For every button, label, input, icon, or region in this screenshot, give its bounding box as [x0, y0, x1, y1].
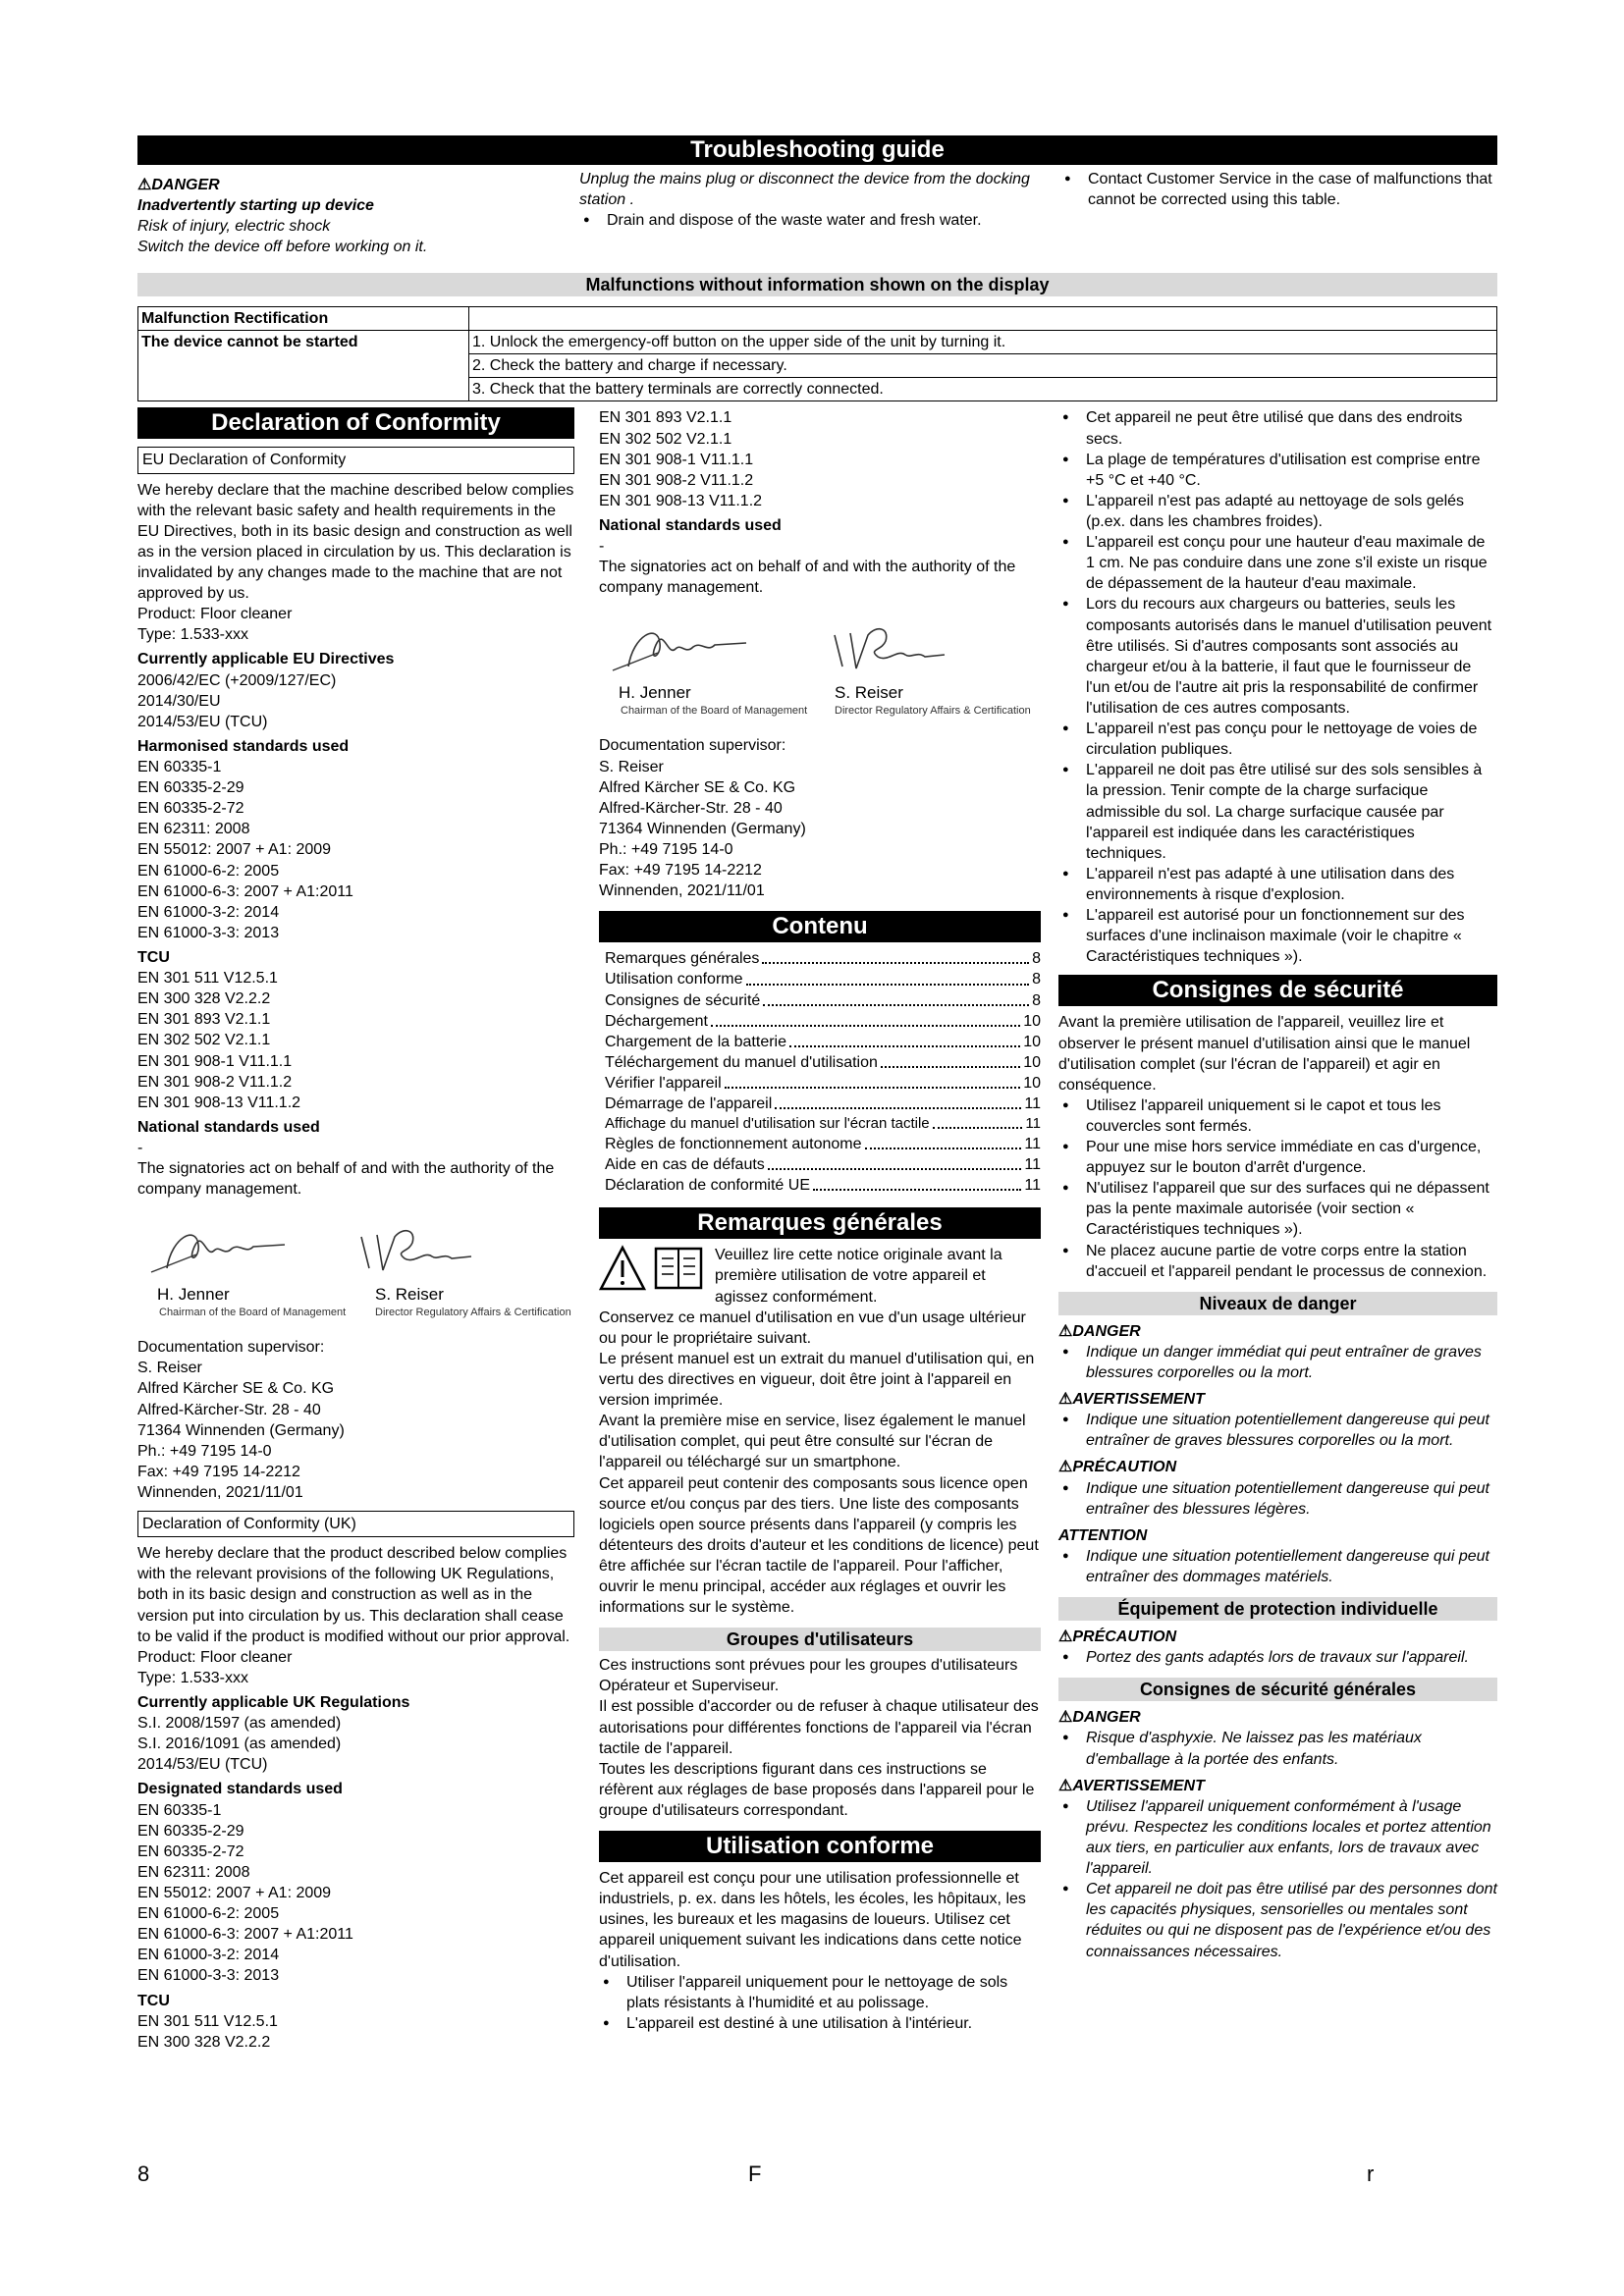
standard: EN 61000-3-3: 2013 [137, 1967, 280, 1985]
supervisor-line: Alfred Kärcher SE & Co. KG [599, 778, 796, 796]
niveaux-title: Niveaux de danger [1058, 1292, 1497, 1315]
generales-title: Consignes de sécurité générales [1058, 1678, 1497, 1701]
warning-read-manual-icon [599, 1245, 709, 1292]
toc-entry[interactable]: Remarques générales 8 [605, 950, 1041, 968]
utilisation-text: Cet appareil est conçu pour une utilisation professionnelle et industriels, p. ex. dans les hôtels, les écoles, les hôpitaux, les usines, les bureaux et les magasins de loueurs. Utilisez cet appareil uniquement suivant les indications dans cette notice d'utilisation. [599, 1870, 1026, 1970]
page [137, 135, 1497, 2051]
supervisor-line: Fax: +49 7195 14-2212 [599, 862, 762, 880]
usage-bullet: ● L'appareil n'est pas adapté à une utilisation dans des environnements à risque d'explosion. [1058, 864, 1497, 905]
standard: EN 61000-6-3: 2007 + A1:2011 [137, 882, 353, 900]
supervisor-line: Ph.: +49 7195 14-0 [599, 840, 733, 858]
standard: EN 55012: 2007 + A1: 2009 [137, 841, 332, 859]
usage-bullet: ● L'appareil est conçu pour une hauteur d'eau maximale de 1 cm. Ne pas conduire dans une zone s'il existe un risque de dépassement de la hauteur d'eau maximale. [1058, 532, 1497, 594]
supervisor-line: Alfred-Kärcher-Str. 28 - 40 [599, 799, 783, 817]
danger-label: DANGER [151, 177, 220, 193]
national-heading: National standards used [599, 516, 782, 534]
column-3 [1058, 407, 1497, 1961]
generales-avert-item: ● Utilisez l'appareil uniquement conformément à l'usage prévu. Respectez les conditions locales et portez attention aux tiers, en particulier aux enfants, lors de travaux avec l'appareil. [1058, 1796, 1497, 1879]
supervisor-line: Alfred Kärcher SE & Co. KG [137, 1380, 335, 1398]
column-1 [137, 407, 574, 2052]
supervisor-line: Documentation supervisor: [599, 737, 786, 755]
tcu-standard: EN 300 328 V2.2.2 [137, 990, 271, 1008]
toc-entry[interactable]: Vérifier l'appareil 10 [605, 1074, 1041, 1092]
uk-declaration-text: We hereby declare that the product described below complies with the relevant provisions of the following UK Regulations, both in its basic design and construction as well as in the version put into circulation by us. This declaration shall cease to be valid if the product is modified without our prior approval. [137, 1545, 570, 1645]
avertissement-label: AVERTISSEMENT [1072, 1391, 1205, 1409]
toc-entry[interactable]: Démarrage de l'appareil 11 [605, 1095, 1041, 1113]
tcu-standard: EN 301 908-2 V11.1.2 [137, 1073, 293, 1091]
consignes-bullet: ● N'utilisez l'appareil que sur des surfaces qui ne dépassent pas la pente maximale autorisée (voir section « Caractéristiques techniques »). [1058, 1178, 1497, 1240]
epi-title: Équipement de protection individuelle [1058, 1597, 1497, 1621]
tcu-standard: EN 300 328 V2.2.2 [137, 2033, 271, 2051]
signatures [599, 606, 1041, 731]
supervisor-line: Alfred-Kärcher-Str. 28 - 40 [137, 1401, 321, 1418]
standard: EN 55012: 2007 + A1: 2009 [137, 1885, 332, 1901]
standard: EN 61000-3-2: 2014 [137, 1947, 280, 1964]
precaution-label: PRÉCAUTION [1072, 1459, 1177, 1476]
signer-2-name: S. Reiser [835, 683, 903, 703]
tcu-heading: TCU [137, 1992, 170, 2009]
tcu-standard: EN 301 908-13 V11.1.2 [137, 1094, 301, 1111]
designated-heading: Designated standards used [137, 1781, 343, 1798]
eu-directives-heading: Currently applicable EU Directives [137, 651, 395, 668]
danger-text: ● Indique un danger immédiat qui peut entraîner de graves blessures corporelles ou la mort. [1058, 1342, 1497, 1383]
utilisation-bullet: ● L'appareil est destiné à une utilisation à l'intérieur. [599, 2013, 1041, 2034]
uk-regulations-heading: Currently applicable UK Regulations [137, 1694, 410, 1712]
utilisation-bullet: ● Utiliser l'appareil uniquement pour le nettoyage de sols plats résistants à l'humidité et au polissage. [599, 1972, 1041, 2013]
toc-entry[interactable]: Règles de fonctionnement autonome 11 [605, 1135, 1041, 1152]
malfunction-col-header: Malfunction Rectification [138, 307, 469, 331]
table-of-contents [599, 948, 1041, 1196]
troubleshooting-title: Troubleshooting guide [137, 135, 1497, 165]
handwritten-signatures [137, 1207, 574, 1286]
precaution-label: PRÉCAUTION [1072, 1629, 1177, 1646]
tcu-standard: EN 301 511 V12.5.1 [137, 970, 278, 988]
rectification-steps: 1. Unlock the emergency-off button on the upper side of the unit by turning it. 2. Check the battery and charge if necessary. 3. Check that the battery terminals are correctly connected. [469, 331, 1497, 401]
usage-bullet: ● L'appareil est autorisé pour un fonctionnement sur des surfaces d'une inclinaison maximale (voir le chapitre « Caractéristiques techniques »). [1058, 905, 1497, 967]
warning-triangle-icon: ⚠ [1058, 1391, 1073, 1409]
tcu-standard: EN 301 908-2 V11.1.2 [599, 471, 754, 489]
signer-1-role: Chairman of the Board of Management [159, 1307, 347, 1319]
drain-bullet: ● Drain and dispose of the waste water and fresh water. [579, 210, 1041, 231]
tcu-standard: EN 301 908-1 V11.1.1 [137, 1052, 293, 1070]
tcu-standard: EN 301 908-1 V11.1.1 [599, 451, 754, 468]
toc-entry[interactable]: Téléchargement du manuel d'utilisation 10 [605, 1053, 1041, 1071]
eu-directive: 2014/30/EU [137, 692, 221, 710]
danger-line-2: Switch the device off before working on it. [137, 239, 428, 256]
generales-danger-text: ● Risque d'asphyxie. Ne laissez pas les matériaux d'emballage à la portée des enfants. [1058, 1728, 1497, 1769]
standard: EN 60335-1 [137, 758, 222, 775]
consignes-bullet: ● Pour une mise hors service immédiate en cas d'urgence, appuyez sur le bouton d'arrêt d'urgence. [1058, 1137, 1497, 1178]
remarques-para: Cet appareil peut contenir des composants sous licence open source et/ou conçus par des tiers. Une liste des composants logiciels open source présents dans l'appareil (y compris les détenteurs des droits d'auteur et les conditions de licence) peut être affichée sur l'écran tactile de l'appareil. Pour l'afficher, ouvrir le menu principal, accéder aux réglages et ouvrir les informations sur le système. [599, 1474, 1039, 1617]
usage-bullet: ● La plage de températures d'utilisation est comprise entre +5 °C et +40 °C. [1058, 450, 1497, 491]
toc-entry[interactable]: Chargement de la batterie 10 [605, 1033, 1041, 1050]
usage-bullet: ● Lors du recours aux chargeurs ou batteries, seuls les composants autorisés dans le manuel d'utilisation peuvent être utilisés. Si d'autres composants sont associés au chargeur et/ou à la batterie, il faut que le fournisseur de l'un et/ou de l'autre ait pris la responsabilité de confirmer l'utilisation de ces autres composants. [1058, 594, 1497, 719]
tcu-heading: TCU [137, 948, 170, 966]
standard: EN 60335-1 [137, 1801, 222, 1819]
standard: EN 60335-2-72 [137, 1842, 244, 1860]
groupes-para: Toutes les descriptions figurant dans ces instructions se réfèrent aux réglages de base proposés dans l'appareil pour le groupe d'utilisateurs correspondant. [599, 1760, 1035, 1820]
usage-bullet: ● Cet appareil ne peut être utilisé que dans des endroits secs. [1058, 407, 1497, 449]
uk-regulation: 2014/53/EU (TCU) [137, 1756, 268, 1774]
malfunction-row-label: The device cannot be started [138, 331, 469, 401]
contenu-title: Contenu [599, 911, 1041, 942]
generales-avert-item: ● Cet appareil ne doit pas être utilisé par des personnes dont les capacités physiques, sensorielles ou mentales sont réduites ou qui ne disposent pas de l'expérience et/ou des connaissances nécessaires. [1058, 1879, 1497, 1961]
utilisation-title: Utilisation conforme [599, 1831, 1041, 1862]
standard: EN 61000-3-3: 2013 [137, 924, 280, 941]
eu-directive: 2006/42/EC (+2009/127/EC) [137, 671, 337, 689]
standard: EN 60335-2-29 [137, 779, 244, 797]
signer-1-role: Chairman of the Board of Management [621, 705, 808, 718]
groupes-para: Il est possible d'accorder ou de refuser à chaque utilisateur des autorisations pour différentes fonctions de l'appareil via l'écran tactile de l'appareil. [599, 1698, 1039, 1757]
signer-2-role: Director Regulatory Affairs & Certification [375, 1307, 571, 1319]
tcu-standard: EN 301 511 V12.5.1 [137, 2012, 278, 2030]
tcu-standard: EN 301 893 V2.1.1 [599, 409, 732, 427]
usage-bullet: ● L'appareil n'est pas adapté au nettoyage de sols gelés (p.ex. dans les chambres froides). [1058, 491, 1497, 532]
supervisor-line: S. Reiser [599, 758, 664, 775]
tcu-standard: EN 301 908-13 V11.1.2 [599, 492, 763, 509]
supervisor-line: 71364 Winnenden (Germany) [137, 1421, 345, 1439]
toc-entry[interactable]: Affichage du manuel d'utilisation sur l'écran tactile 11 [605, 1115, 1041, 1133]
eu-declaration-header: EU Declaration of Conformity [137, 447, 574, 473]
handwritten-signatures [599, 606, 1041, 684]
malfunctions-table [137, 306, 1497, 401]
standard: EN 60335-2-72 [137, 800, 244, 818]
warning-triangle-icon: ⚠ [137, 177, 152, 193]
signer-1-name: H. Jenner [619, 683, 691, 703]
standard: EN 61000-3-2: 2014 [137, 903, 280, 921]
remarques-para: Conservez ce manuel d'utilisation en vue d'un usage ultérieur ou pour le propriétaire suivant. [599, 1308, 1026, 1347]
danger-label: DANGER [1072, 1709, 1141, 1727]
unplug-text: Unplug the mains plug or disconnect the device from the docking station . [579, 171, 1030, 209]
national-heading: National standards used [137, 1118, 320, 1136]
signer-2-name: S. Reiser [375, 1285, 444, 1305]
eu-declaration-text: We hereby declare that the machine described below complies with the relevant basic safety and health requirements in the EU Directives, both in its basic design and construction as well as in the version placed in circulation by us. This declaration is invalidated by any changes made to the machine that are not approved by us. [137, 481, 574, 603]
epi-text: ● Portez des gants adaptés lors de travaux sur l'appareil. [1058, 1647, 1497, 1668]
signer-2-role: Director Regulatory Affairs & Certification [835, 705, 1031, 718]
tcu-standard: EN 302 502 V2.1.1 [599, 430, 732, 448]
product: Product: Floor cleaner [137, 606, 293, 623]
toc-entry[interactable]: Consignes de sécurité 8 [605, 991, 1041, 1009]
signatories-text: The signatories act on behalf of and with the authority of the company management. [137, 1160, 555, 1199]
supervisor-line: Documentation supervisor: [137, 1339, 325, 1357]
attention-label: ATTENTION [1058, 1526, 1148, 1544]
standard: EN 61000-6-3: 2007 + A1:2011 [137, 1926, 353, 1944]
supervisor-line: 71364 Winnenden (Germany) [599, 820, 806, 837]
signatories-text: The signatories act on behalf of and with the authority of the company management. [599, 559, 1016, 597]
warning-triangle-icon: ⚠ [1058, 1322, 1073, 1340]
consignes-intro: Avant la première utilisation de l'appareil, veuillez lire et observer le présent manuel d'utilisation ainsi que le manuel d'utilisation complet (sur l'écran de l'appareil) et agir en conséquence. [1058, 1014, 1471, 1094]
type: Type: 1.533-xxx [137, 626, 248, 644]
signer-1-name: H. Jenner [157, 1285, 230, 1305]
type: Type: 1.533-xxx [137, 1669, 248, 1686]
dash: - [599, 538, 605, 556]
toc-entry[interactable]: Utilisation conforme 8 [605, 971, 1041, 988]
warning-triangle-icon: ⚠ [1058, 1777, 1073, 1794]
standard: EN 60335-2-29 [137, 1822, 244, 1840]
danger-top-row [137, 165, 1497, 273]
toc-entry[interactable]: Aide en cas de défauts 11 [605, 1156, 1041, 1174]
tcu-standard: EN 301 893 V2.1.1 [137, 1011, 271, 1029]
standard: EN 62311: 2008 [137, 1863, 250, 1881]
consignes-bullet: ● Utilisez l'appareil uniquement si le capot et tous les couvercles sont fermés. [1058, 1095, 1497, 1137]
uk-regulation: S.I. 2008/1597 (as amended) [137, 1715, 342, 1733]
standard: EN 61000-6-2: 2005 [137, 862, 280, 880]
danger-heading: Inadvertently starting up device [137, 197, 374, 215]
warning-triangle-icon: ⚠ [1058, 1629, 1073, 1646]
standard: EN 61000-6-2: 2005 [137, 1905, 280, 1923]
remarques-para: Avant la première mise en service, lisez également le manuel d'utilisation complet, qui peut être consulté sur l'écran de l'appareil ou téléchargé sur un smartphone. [599, 1413, 1026, 1471]
toc-entry[interactable]: Déchargement 10 [605, 1012, 1041, 1030]
tcu-standard: EN 302 502 V2.1.1 [137, 1032, 271, 1049]
supervisor-line: Ph.: +49 7195 14-0 [137, 1442, 272, 1460]
consignes-bullet: ● Ne placez aucune partie de votre corps entre la station d'accueil et l'appareil pendant le processus de connexion. [1058, 1241, 1497, 1282]
supervisor-line: Winnenden, 2021/11/01 [137, 1484, 303, 1502]
standard: EN 62311: 2008 [137, 821, 250, 838]
supervisor-line: S. Reiser [137, 1360, 202, 1377]
page-number: 8 [137, 2162, 150, 2186]
attention-text: ● Indique une situation potentiellement dangereuse qui peut entraîner des dommages matériels. [1058, 1546, 1497, 1587]
dash: - [137, 1139, 143, 1156]
remarques-title: Remarques générales [599, 1207, 1041, 1239]
uk-declaration-header: Declaration of Conformity (UK) [137, 1511, 574, 1537]
consignes-title: Consignes de sécurité [1058, 975, 1497, 1006]
malfunctions-title: Malfunctions without information shown on the display [137, 273, 1497, 296]
signatures [137, 1207, 574, 1333]
product: Product: Floor cleaner [137, 1648, 293, 1666]
warning-triangle-icon: ⚠ [1058, 1709, 1073, 1727]
danger-label: DANGER [1072, 1322, 1141, 1340]
remarques-para: Le présent manuel est un extrait du manuel d'utilisation qui, en vertu des directives en vigueur, doit être joint à l'appareil en version imprimée. [599, 1350, 1035, 1410]
harmonised-heading: Harmonised standards used [137, 737, 350, 755]
footer-center: F [748, 2162, 762, 2186]
avertissement-label: AVERTISSEMENT [1072, 1777, 1205, 1794]
footer-right: r [1367, 2162, 1375, 2186]
precaution-text: ● Indique une situation potentiellement dangereuse qui peut entraîner des blessures légères. [1058, 1478, 1497, 1520]
groupes-title: Groupes d'utilisateurs [599, 1628, 1041, 1651]
supervisor-line: Fax: +49 7195 14-2212 [137, 1463, 300, 1480]
eu-directive: 2014/53/EU (TCU) [137, 713, 268, 730]
usage-bullet: ● L'appareil n'est pas conçu pour le nettoyage de voies de circulation publiques. [1058, 719, 1497, 760]
column-2 [599, 407, 1041, 2034]
groupes-para: Ces instructions sont prévues pour les groupes d'utilisateurs Opérateur et Superviseur. [599, 1657, 1018, 1695]
warning-triangle-icon: ⚠ [1058, 1459, 1073, 1476]
supervisor-line: Winnenden, 2021/11/01 [599, 882, 765, 900]
remarques-intro: Veuillez lire cette notice originale avant la première utilisation de votre appareil et agissez conformément. [715, 1247, 1002, 1306]
danger-line-1: Risk of injury, electric shock [137, 218, 331, 236]
customer-service-bullet: ● Contact Customer Service in the case of malfunctions that cannot be corrected using this table. [1060, 169, 1497, 210]
usage-bullet: ● L'appareil ne doit pas être utilisé sur des sols sensibles à la pression. Tenir compte de la charge surfacique admissible du sol. La charge surfacique causée par l'appareil est indiquée dans les caractéristiques techniques. [1058, 760, 1497, 864]
avertissement-text: ● Indique une situation potentiellement dangereuse qui peut entraîner de graves blessures corporelles ou la mort. [1058, 1410, 1497, 1451]
uk-regulation: S.I. 2016/1091 (as amended) [137, 1735, 342, 1753]
toc-entry[interactable]: Déclaration de conformité UE 11 [605, 1177, 1041, 1195]
doc-title: Declaration of Conformity [137, 407, 574, 439]
